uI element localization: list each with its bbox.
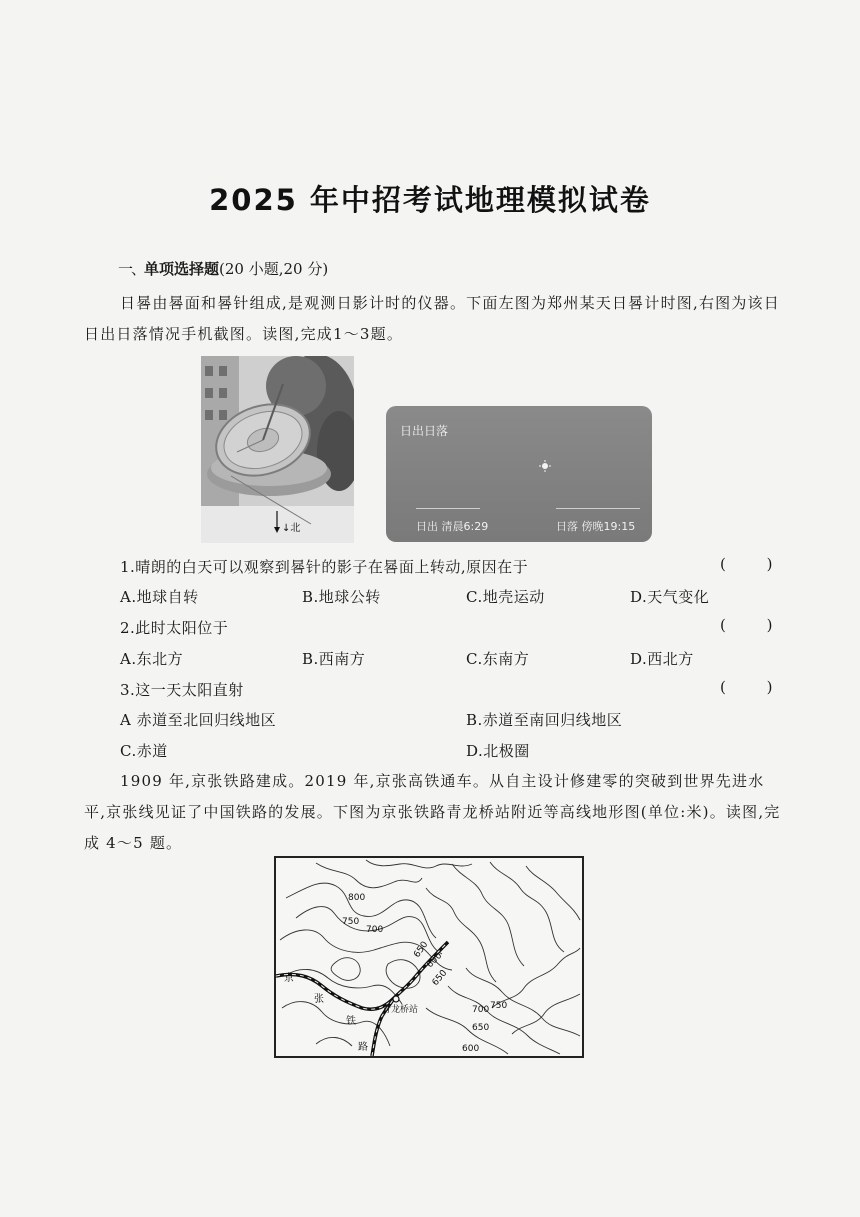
sunrise-line (416, 508, 480, 509)
railway-label-char: 张 (314, 994, 324, 1005)
question-1-option-d: D.天气变化 (630, 588, 710, 606)
station-marker (393, 996, 399, 1002)
screenshot-title: 日出日落 (400, 424, 449, 438)
question-3-option-a: A 赤道至北回归线地区 (120, 711, 277, 729)
question-2-bracket: ( ) (720, 616, 791, 634)
contour-label: 650 (472, 1023, 490, 1033)
question-2-option-b: B.西南方 (302, 650, 366, 668)
question-3-option-d: D.北极圈 (466, 742, 530, 760)
railway-label-char: 铁 (346, 1016, 356, 1027)
sunset-time: 日落 傍晚19:15 (556, 520, 636, 533)
sunrise-time: 日出 清晨6:29 (416, 520, 489, 533)
question-3-option-c: C.赤道 (120, 742, 168, 760)
question-1-option-c: C.地壳运动 (466, 588, 545, 606)
railway-label-char: 路 (358, 1042, 368, 1053)
question-1-stem: 1.晴朗的白天可以观察到晷针的影子在晷面上转动,原因在于 (120, 558, 529, 576)
section-name: 单项选择题 (144, 260, 220, 278)
intro-paragraph-1: 日晷由晷面和晷针组成,是观测日影计时的仪器。下面左图为郑州某天日晷计时图,右图为该日日出日落情况手机截图。读图,完成1～3题。 (84, 294, 780, 343)
contour-map (274, 856, 584, 1058)
sundial-photo (201, 356, 354, 543)
question-3-stem: 3.这一天太阳直射 (120, 681, 244, 699)
section-number: 一、 (118, 260, 145, 278)
question-2-stem: 2.此时太阳位于 (120, 619, 229, 637)
sun-icon (539, 460, 551, 472)
contour-label: 750 (342, 917, 360, 927)
page-title: 2025 年中招考试地理模拟试卷 (209, 183, 651, 217)
contour-label: 700 (366, 925, 384, 935)
contour-label: 600 (425, 950, 445, 971)
question-3-bracket: ( ) (720, 678, 791, 696)
section-meta: (20 小题,20 分) (219, 260, 329, 278)
question-2-option-c: C.东南方 (466, 650, 530, 668)
question-1-option-b: B.地球公转 (302, 588, 381, 606)
contour-label: 600 (462, 1044, 480, 1054)
intro-paragraph-2: 1909 年,京张铁路建成。2019 年,京张高铁通车。从自主设计修建零的突破到世界先进水平,京张线见证了中国铁路的发展。下图为京张铁路青龙桥站附近等高线地形图(单位:米)。读图,完成 4～5 题。 (84, 772, 781, 852)
question-1-bracket: ( ) (720, 555, 791, 573)
contour-label: 750 (490, 1001, 508, 1011)
station-label: 青龙桥站 (382, 1005, 419, 1015)
contour-label: 700 (472, 1005, 490, 1015)
question-1-option-a: A.地球自转 (120, 588, 199, 606)
sunset-line (556, 508, 640, 509)
question-3-option-b: B.赤道至南回归线地区 (466, 711, 623, 729)
question-2-option-d: D.西北方 (630, 650, 694, 668)
contour-label: 650 (430, 968, 450, 988)
section-heading (118, 258, 328, 279)
north-label: ↓北 (282, 523, 301, 534)
contour-label: 650 (412, 939, 431, 960)
contour-label: 800 (348, 893, 366, 903)
sunrise-sunset-screenshot (386, 406, 652, 542)
railway-label-char: 京 (284, 973, 294, 984)
question-2-option-a: A.东北方 (120, 650, 184, 668)
